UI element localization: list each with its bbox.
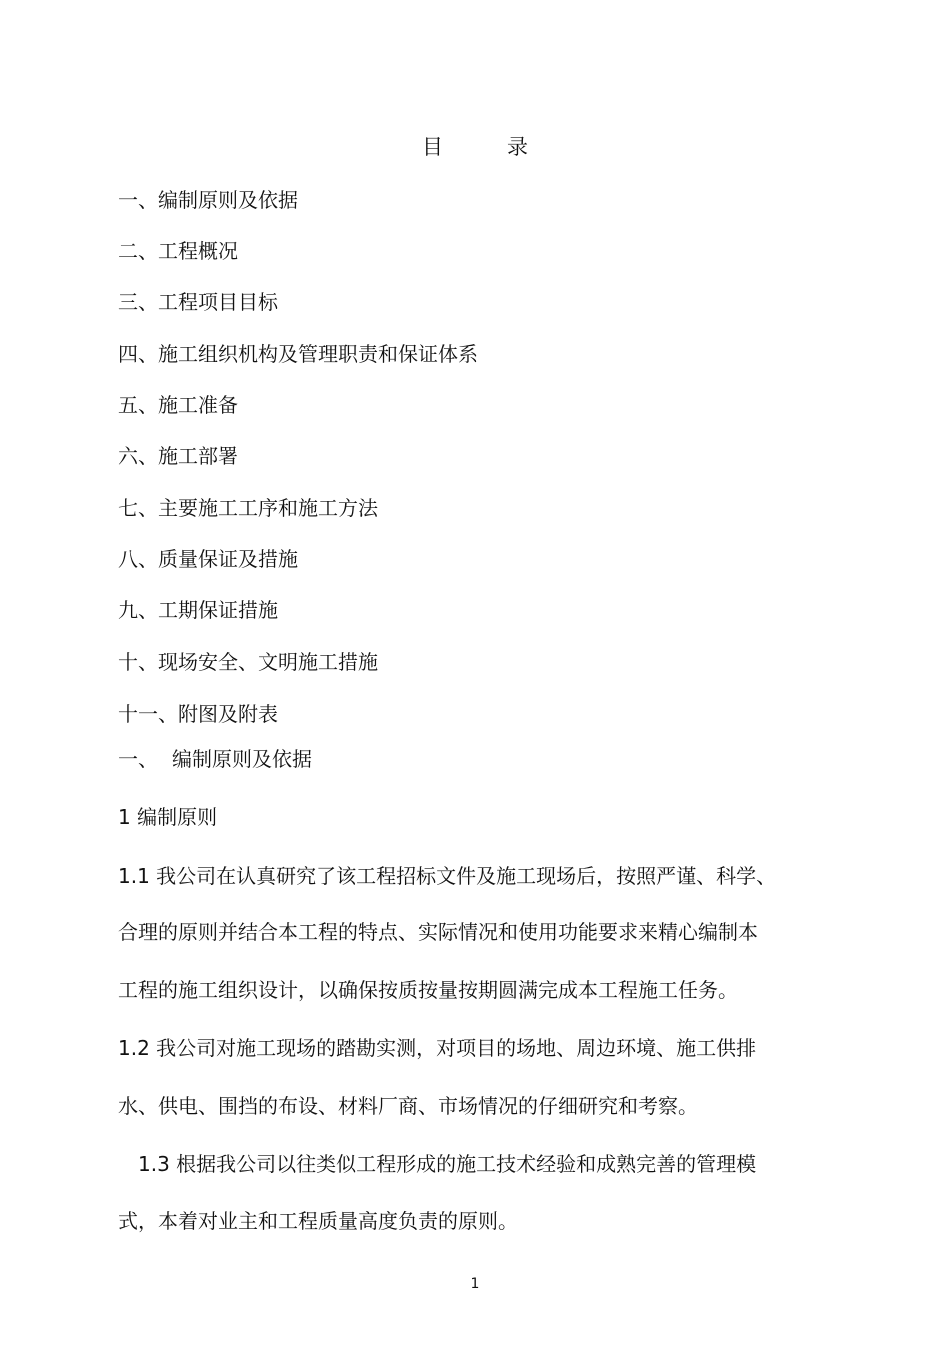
toc-item: 六、施工部署	[118, 444, 238, 468]
paragraph-line: 水、供电、围挡的布设、材料厂商、市场情况的仔细研究和考察。	[118, 1094, 698, 1118]
title-char-2: 录	[507, 135, 528, 159]
toc-item: 三、工程项目目标	[118, 290, 278, 314]
section-heading	[118, 745, 312, 773]
paragraph-line: 1.2 我公司对施工现场的踏勘实测，对项目的场地、周边环境、施工供排	[118, 1036, 757, 1060]
toc-item: 十、现场安全、文明施工措施	[118, 650, 378, 674]
toc-item: 九、工期保证措施	[118, 598, 278, 622]
section-title: 编制原则及依据	[172, 747, 312, 771]
toc-item: 四、施工组织机构及管理职责和保证体系	[118, 342, 478, 366]
toc-item: 八、质量保证及措施	[118, 547, 298, 571]
section-number: 一、	[118, 747, 158, 771]
paragraph-line: 1.1 我公司在认真研究了该工程招标文件及施工现场后，按照严谨、科学、	[118, 864, 777, 888]
toc-item: 七、主要施工工序和施工方法	[118, 496, 378, 520]
paragraph-line: 1.3 根据我公司以往类似工程形成的施工技术经验和成熟完善的管理模	[138, 1152, 757, 1176]
title-char-1: 目	[422, 135, 443, 159]
subsection-heading: 1 编制原则	[118, 805, 218, 829]
paragraph-line: 合理的原则并结合本工程的特点、实际情况和使用功能要求来精心编制本	[118, 920, 758, 944]
toc-item: 一、编制原则及依据	[118, 188, 298, 212]
paragraph-line: 式，本着对业主和工程质量高度负责的原则。	[118, 1209, 518, 1233]
page-title	[0, 133, 950, 161]
toc-item: 二、工程概况	[118, 239, 238, 263]
toc-item: 十一、附图及附表	[118, 702, 278, 726]
page-number: 1	[470, 1276, 480, 1292]
paragraph-line: 工程的施工组织设计，以确保按质按量按期圆满完成本工程施工任务。	[118, 978, 738, 1002]
toc-item: 五、施工准备	[118, 393, 238, 417]
